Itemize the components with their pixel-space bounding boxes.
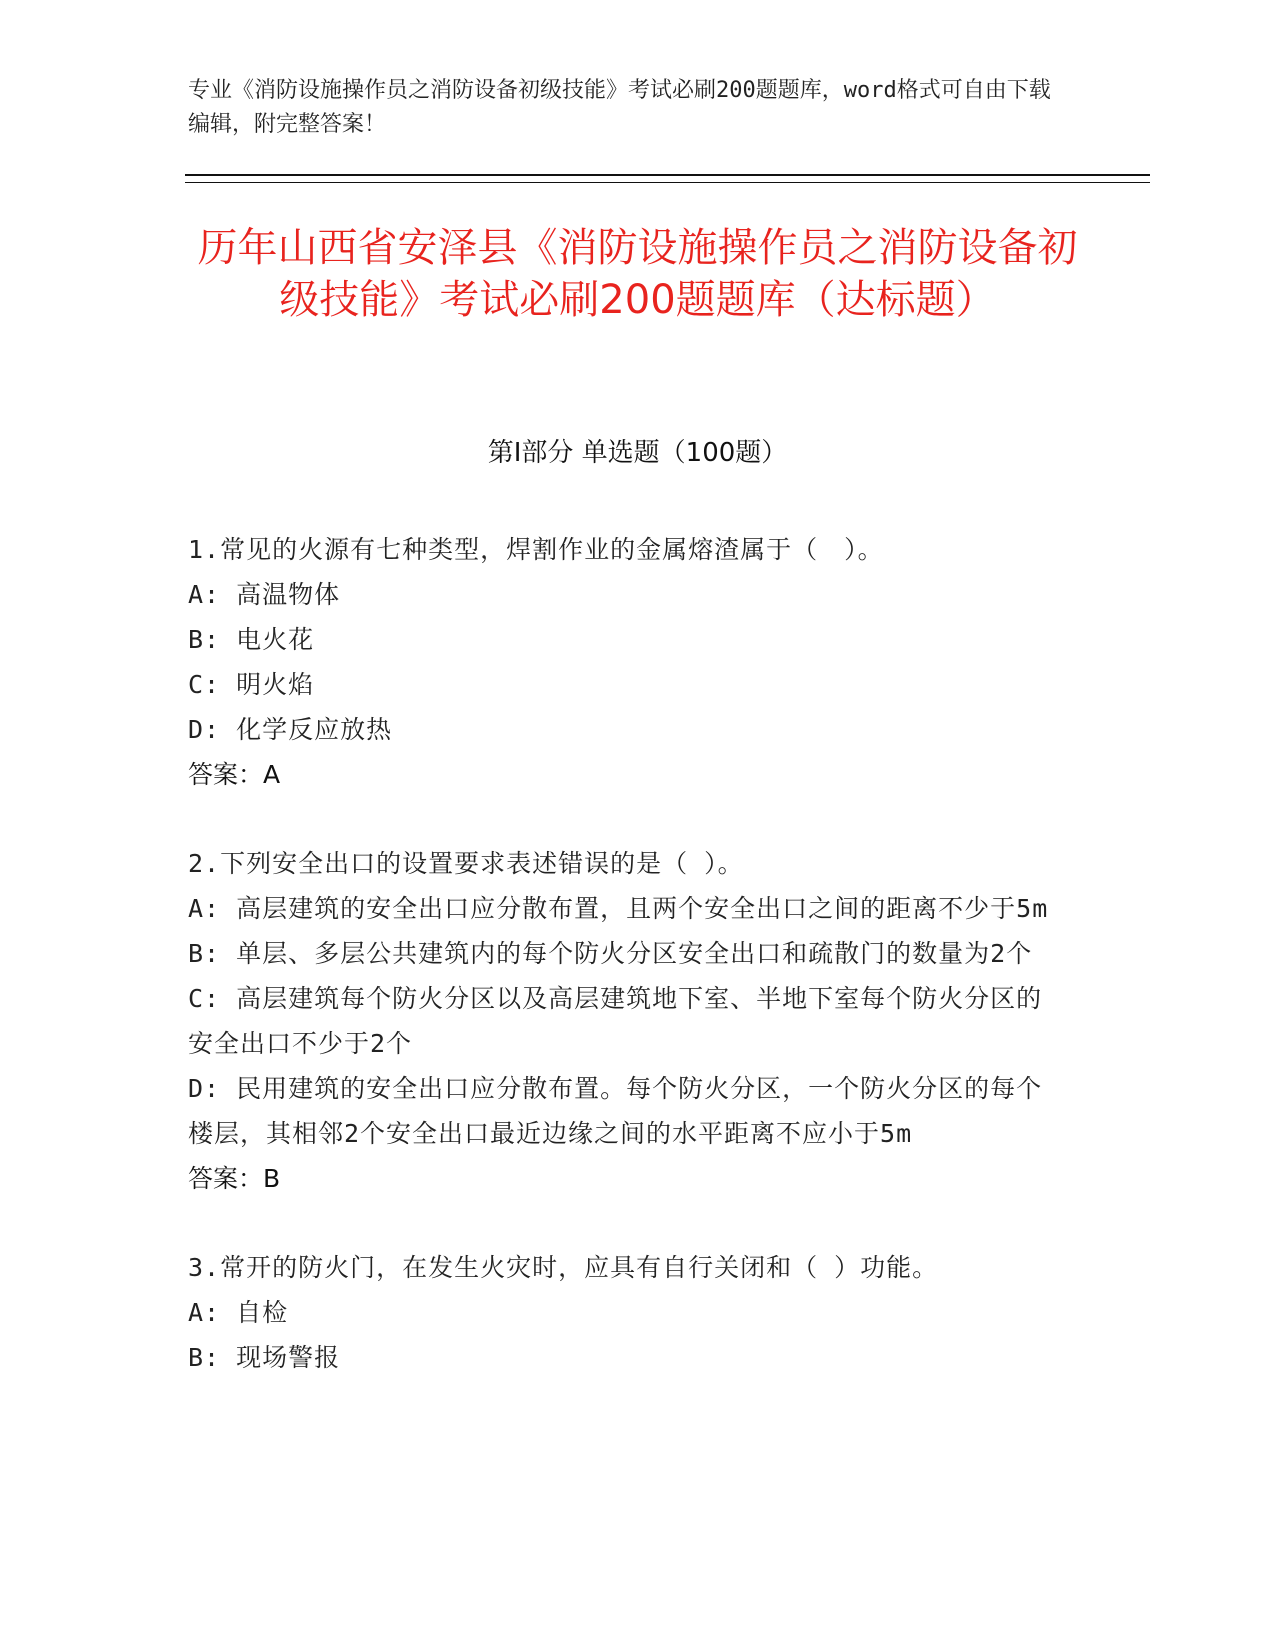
option-c: C: 高层建筑每个防火分区以及高层建筑地下室、半地下室每个防火分区的安全出口不少于2个 (188, 984, 1043, 1058)
option-b: B: 单层、多层公共建筑内的每个防火分区安全出口和疏散门的数量为2个 (188, 939, 1033, 968)
header-rule-thick (185, 174, 1150, 176)
question-stem: 2.下列安全出口的设置要求表述错误的是（ ）。 (188, 849, 744, 878)
question-list (188, 527, 1068, 1424)
answer: 答案：B (188, 1164, 281, 1193)
question-1 (188, 527, 1068, 797)
option-b: B: 电火花 (188, 625, 315, 654)
section-title: 第I部分 单选题（100题） (487, 438, 788, 468)
option-b: B: 现场警报 (188, 1343, 341, 1372)
option-a: A: 自检 (188, 1298, 289, 1327)
document-title: 历年山西省安泽县《消防设施操作员之消防设备初级技能》考试必刷200题题库（达标题） (197, 225, 1078, 323)
question-2 (188, 841, 1068, 1201)
question-stem: 1.常见的火源有七种类型，焊割作业的金属熔渣属于（ ）。 (188, 535, 884, 564)
header-note: 专业《消防设施操作员之消防设备初级技能》考试必刷200题题库，word格式可自由下载编辑，附完整答案！ (188, 78, 1051, 137)
option-c: C: 明火焰 (188, 670, 315, 699)
option-a: A: 高层建筑的安全出口应分散布置，且两个安全出口之间的距离不少于5m (188, 894, 1049, 923)
answer: 答案：A (188, 760, 281, 789)
question-3 (188, 1245, 1068, 1380)
option-d: D: 化学反应放热 (188, 715, 393, 744)
option-a: A: 高温物体 (188, 580, 341, 609)
question-stem: 3.常开的防火门，在发生火灾时，应具有自行关闭和（ ）功能。 (188, 1253, 939, 1282)
header-rule-thin (185, 182, 1150, 183)
option-d: D: 民用建筑的安全出口应分散布置。每个防火分区，一个防火分区的每个楼层，其相邻2个安全出口最近边缘之间的水平距离不应小于5m (188, 1074, 1043, 1148)
